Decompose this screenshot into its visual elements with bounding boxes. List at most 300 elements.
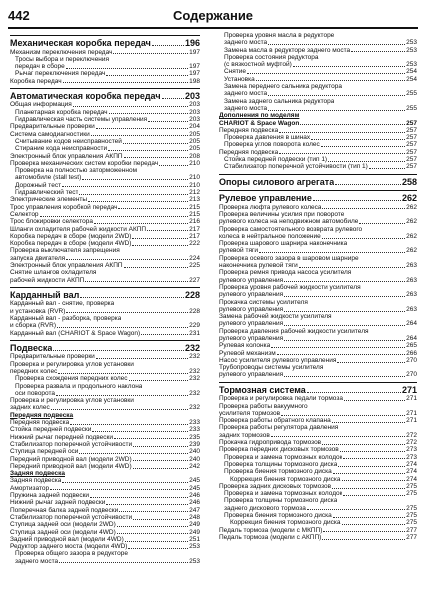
toc-page-number: 245 (189, 477, 200, 485)
dot-leader (271, 436, 405, 437)
dot-leader (129, 380, 189, 381)
toc-entry (10, 247, 200, 254)
toc-entry-title: Планетарная коробка передач (15, 108, 108, 116)
dot-leader (284, 296, 405, 297)
dot-leader (268, 44, 405, 45)
toc-entry (219, 468, 417, 475)
toc-page-number: 217 (189, 225, 200, 233)
toc-entry (10, 308, 200, 315)
toc-page-number: 232 (189, 367, 200, 375)
toc-page-number: 275 (406, 482, 417, 490)
toc-entry (10, 226, 200, 233)
dot-leader (117, 526, 188, 527)
dot-leader (106, 504, 188, 505)
toc-entry (219, 240, 417, 247)
toc-entry (10, 456, 200, 463)
toc-entry (10, 56, 200, 63)
dot-leader (300, 124, 405, 125)
toc-entry-title: Ступица передней оси (10, 448, 79, 456)
toc-entry-title: Проверка толщины тормозного диска (224, 497, 338, 505)
toc-entry-title: наконечника рулевой тяги (219, 262, 298, 270)
toc-entry-title: Проверка самостоятельного возврата рулевого (219, 225, 363, 233)
toc-page-number: 247 (189, 506, 200, 514)
toc-page-number: 231 (189, 329, 200, 337)
toc-entry (219, 247, 417, 254)
toc-page-number: 208 (189, 152, 200, 160)
toc-page-number: 258 (401, 176, 417, 187)
toc-entry (219, 350, 417, 357)
toc-entry-title: Тормозная система (219, 384, 306, 395)
toc-entry (219, 262, 417, 269)
dot-leader (268, 110, 405, 111)
dot-leader (40, 216, 189, 217)
toc-page-number: 246 (189, 492, 200, 500)
toc-entry (10, 174, 200, 181)
toc-section-heading (219, 177, 417, 188)
toc-entry-title: Коробка передач в сборе (модели 2WD) (10, 232, 132, 240)
toc-entry-title: Механическая коробка передач (10, 38, 151, 48)
dot-leader (88, 201, 188, 202)
toc-entry-title: Замена переднего сальника редуктора (224, 83, 342, 91)
toc-page-number: 215 (189, 203, 200, 211)
toc-entry (219, 446, 417, 453)
toc-entry-title: Проверка и регулировка углов установки (10, 397, 134, 405)
toc-entry-title: рабочей жидкости АКПП (10, 276, 85, 284)
toc-page-number: 222 (189, 240, 200, 248)
toc-entry-title: Карданный вал - снятие, проверка (10, 300, 115, 308)
toc-entry-title: заднего дискового тормоза (224, 504, 306, 512)
toc-page-number: 274 (406, 468, 417, 476)
toc-entry-title: Опоры силового агрегата (219, 176, 335, 187)
toc-entry-title: Проверка задних дисковых тормозов (219, 482, 332, 490)
toc-page-number: 262 (401, 193, 417, 204)
toc-entry (10, 514, 200, 521)
toc-page-number: 212 (189, 189, 200, 197)
dot-leader (114, 438, 188, 439)
toc-page-number: 262 (406, 232, 417, 240)
toc-entry (10, 390, 200, 397)
toc-page-number: 197 (189, 63, 200, 71)
toc-entry (10, 277, 200, 284)
toc-page-number: 203 (189, 108, 200, 116)
toc-entry-title: Электрические элементы (10, 196, 88, 204)
dot-leader (79, 194, 188, 195)
dot-leader (333, 473, 405, 474)
toc-entry (219, 149, 417, 156)
toc-entry (219, 320, 417, 327)
toc-entry (219, 32, 417, 39)
toc-entry (10, 101, 200, 108)
toc-section-heading (219, 193, 417, 204)
toc-page-number: 263 (406, 276, 417, 284)
toc-page-number: 232 (189, 375, 200, 383)
dot-leader (338, 466, 405, 467)
dot-leader (333, 517, 405, 518)
toc-entry (219, 424, 417, 431)
toc-entry (219, 54, 417, 61)
toc-entry-title: рулевой тяги (219, 247, 258, 255)
dot-leader (148, 121, 188, 122)
toc-page-number: 273 (406, 446, 417, 454)
toc-entry (10, 383, 200, 390)
toc-entry-title: Проверка и регулировка педали тормоза (219, 395, 343, 403)
dot-leader (53, 350, 184, 351)
toc-page-number: 215 (189, 210, 200, 218)
toc-entry-title: Проверка выключателя запрещения (10, 247, 120, 255)
toc-entry-title: Предварительные проверки (10, 353, 95, 361)
toc-entry-title: Электронный блок управления АКПП (10, 262, 123, 270)
toc-entry-title: Стабилизатор поперечной устойчивости (10, 440, 133, 448)
toc-entry (10, 233, 200, 240)
toc-section-heading (10, 38, 200, 49)
toc-entry (10, 189, 200, 196)
toc-entry-title: Карданный вал (CHARIOT & Space Wagon) (10, 329, 141, 337)
toc-section-heading (10, 343, 200, 354)
dot-leader (268, 95, 405, 96)
toc-entry-title: (с вязкостной муфтой) (224, 61, 292, 69)
toc-page-number: 228 (184, 289, 200, 300)
toc-page-number: 216 (189, 218, 200, 226)
toc-entry-title: Поперечная балка задней подвески (10, 506, 119, 514)
toc-page-number: 275 (406, 504, 417, 512)
dot-leader (340, 451, 405, 452)
toc-page-number: 264 (406, 320, 417, 328)
toc-entry-title: заднего моста (224, 39, 268, 47)
dot-leader (132, 245, 188, 246)
toc-page-number: 227 (189, 276, 200, 284)
toc-section (10, 35, 200, 49)
toc-entry (10, 419, 200, 426)
toc-entry (10, 315, 200, 322)
toc-entry (219, 299, 417, 306)
toc-entry-title: Считывание кодов неисправностей (15, 137, 122, 145)
toc-page-number: 271 (401, 384, 417, 395)
toc-page-number: 275 (406, 519, 417, 527)
toc-entry-title: рулевого управления (219, 291, 284, 299)
toc-entry (219, 277, 417, 284)
toc-entry-title: заднего моста (15, 557, 59, 565)
toc-entry-title: заднего моста (224, 90, 268, 98)
toc-entry-title: Тросы выбора и переключения (15, 55, 110, 63)
toc-entry-title: заднего моста (224, 104, 268, 112)
toc-entry-title: Проверка передних дисковых тормозов (219, 446, 339, 454)
toc-entry (219, 90, 417, 97)
toc-entry-title: Передняя подвеска (219, 148, 279, 156)
toc-entry-title: Проверка уровня масла в редукторе (224, 32, 335, 39)
header-rule (8, 27, 418, 29)
toc-page-number: 233 (189, 419, 200, 427)
dot-leader (322, 444, 405, 445)
toc-entry-title: задних тормозов (219, 431, 270, 439)
toc-entry-title: Проверка работы регулятора давления (219, 424, 339, 432)
dot-leader (342, 480, 406, 481)
toc-page-number: 254 (406, 68, 417, 76)
toc-page-number: 263 (406, 262, 417, 270)
toc-entry (10, 441, 200, 448)
toc-page-number: 217 (189, 232, 200, 240)
dot-leader (108, 150, 188, 151)
toc-entry (10, 375, 200, 382)
dot-leader (323, 531, 405, 532)
dot-leader (159, 165, 188, 166)
toc-page-number: 271 (406, 417, 417, 425)
toc-entry (219, 156, 417, 163)
toc-page-number: 235 (189, 433, 200, 441)
toc-entry-title: Проверка схождения передних колес (15, 375, 128, 383)
toc-entry (10, 160, 200, 167)
dot-leader (279, 153, 405, 154)
toc-page-number: 275 (406, 490, 417, 498)
toc-entry-title: усилителя тормозов (219, 409, 281, 417)
dot-leader (147, 230, 188, 231)
dot-leader (322, 208, 405, 209)
toc-entry (219, 328, 417, 335)
toc-page-number: 257 (406, 163, 417, 171)
toc-entry-title: Проверка и замена тормозных колодок (224, 490, 343, 498)
toc-entry-title: Система самодиагностики (10, 130, 90, 138)
toc-entry (219, 519, 417, 526)
toc-entry-title: и установка (RVR) (10, 307, 66, 315)
toc-page-number: 239 (189, 440, 200, 448)
dot-leader (284, 311, 405, 312)
toc-page-number: 254 (406, 75, 417, 83)
toc-entry (219, 76, 417, 83)
toc-page-number: 274 (406, 460, 417, 468)
toc-page-number: 213 (189, 196, 200, 204)
toc-entry-title: Стабилизатор поперечной устойчивости (тип 1) (224, 163, 368, 171)
toc-entry-title: Рулевая колонка (219, 342, 271, 350)
dot-leader (328, 161, 405, 162)
dot-leader (133, 468, 189, 469)
toc-entry-title: Установка (224, 75, 255, 83)
toc-page-number: 232 (189, 353, 200, 361)
toc-page-number: 203 (184, 90, 200, 101)
toc-entry-title: Проверка давления рабочей жидкости усилителя (219, 327, 369, 335)
dot-leader (106, 75, 188, 76)
toc-entry-title: Селектор (10, 210, 39, 218)
dot-leader (90, 497, 188, 498)
toc-entry-title: Пружина задней подвески (10, 492, 90, 500)
toc-entry (219, 233, 417, 240)
dot-leader (59, 562, 188, 563)
toc-subheading: Задняя подвеска (10, 470, 65, 478)
toc-entry (10, 116, 200, 123)
toc-entry-title: рулевого управления (219, 276, 284, 284)
toc-page-number: 272 (406, 439, 417, 447)
page-title: Содержание (172, 8, 254, 23)
dot-leader (344, 400, 405, 401)
dot-leader (284, 340, 405, 341)
toc-entry-title: Снятие шлангов охладителя (10, 269, 97, 277)
toc-entry (219, 105, 417, 112)
toc-entry-title: Шланги охладителя рабочей жидкости АКПП (10, 225, 147, 233)
toc-entry-title: автомобиле (stall test) (15, 174, 82, 182)
dot-leader (259, 252, 405, 253)
toc-page-number: 257 (406, 141, 417, 149)
toc-entry-title: рулевого управления (219, 334, 284, 342)
toc-entry (10, 499, 200, 506)
dot-leader (96, 128, 188, 129)
toc-entry-title: Замена рабочей жидкости усилителя (219, 313, 332, 321)
dot-leader (332, 488, 405, 489)
toc-page-number: 257 (406, 134, 417, 142)
toc-entry (10, 262, 200, 269)
dot-leader (96, 358, 188, 359)
toc-page-number: 233 (189, 426, 200, 434)
toc-entry-title: Амортизатор (10, 484, 50, 492)
toc-column-left (10, 32, 200, 595)
toc-page-number: 249 (189, 528, 200, 536)
toc-entry-title: Карданный вал (10, 289, 80, 300)
toc-page-number: 262 (406, 203, 417, 211)
toc-page-number: 263 (406, 291, 417, 299)
toc-page-number: 203 (189, 101, 200, 109)
toc-entry-title: рулевого управления (219, 320, 284, 328)
toc-section (219, 382, 417, 396)
toc-entry (10, 138, 200, 145)
toc-subheading: Дополнения по моделям (219, 112, 300, 120)
toc-entry (219, 461, 417, 468)
dot-leader (293, 66, 405, 67)
toc-entry-title: Проверка уровня рабочей жидкости усилителя (219, 283, 361, 291)
toc-page-number: 277 (406, 526, 417, 534)
toc-entry (219, 505, 417, 512)
toc-entry-title: оси поворота (15, 389, 56, 397)
toc-entry-title: Проверка работы обратного клапана (219, 417, 331, 425)
toc-entry-title: Рычаг переключения передач (15, 70, 106, 78)
toc-entry (10, 550, 200, 557)
toc-page-number: 273 (406, 453, 417, 461)
toc-entry-title: Карданный вал - разборка, проверка (10, 315, 122, 322)
toc-page-number: 203 (189, 116, 200, 124)
toc-entry (10, 78, 200, 85)
toc-entry (219, 47, 417, 54)
toc-page-number: 265 (406, 342, 417, 350)
toc-entry-title: Передний приводной вал (модели 4WD) (10, 462, 132, 470)
toc-entry-title: рулевого управления (219, 305, 284, 313)
toc-entry-title: задних колес (10, 404, 50, 412)
dot-leader (66, 259, 188, 260)
toc-entry-title: Проверка биения тормозного диска (224, 512, 332, 520)
toc-entry (219, 313, 417, 320)
toc-page-number: 232 (189, 404, 200, 412)
toc-page-number: 248 (189, 513, 200, 521)
dot-leader (141, 334, 188, 335)
toc-entry-title: Рулевое управление (219, 193, 312, 204)
dot-leader (94, 223, 188, 224)
toc-entry-title: передних колес (10, 367, 58, 375)
toc-page-number: 240 (189, 455, 200, 463)
dot-leader (271, 347, 405, 348)
toc-page-number: 275 (406, 512, 417, 520)
toc-entry (10, 70, 200, 77)
toc-page-number: 232 (184, 342, 200, 353)
toc-entry-title: Коробка передач (10, 77, 62, 85)
toc-entry (219, 395, 417, 402)
dot-leader (311, 139, 405, 140)
toc-entry-title: Трос блокировки селектора (10, 218, 93, 226)
toc-entry (219, 512, 417, 519)
dot-leader (351, 51, 405, 52)
toc-page-number: 253 (406, 46, 417, 54)
toc-entry (10, 322, 200, 329)
toc-page-number: 242 (189, 462, 200, 470)
dot-leader (277, 354, 405, 355)
toc-entry (10, 240, 200, 247)
toc-page-number: 197 (189, 48, 200, 56)
toc-page-number: 253 (189, 543, 200, 551)
dot-leader (313, 200, 401, 201)
toc-page-number: 198 (189, 77, 200, 85)
dot-leader (133, 460, 189, 461)
dot-leader (73, 106, 188, 107)
dot-leader (343, 495, 405, 496)
toc-entry-title: Автоматическая коробка передач (10, 90, 161, 101)
toc-page-number: 204 (189, 123, 200, 131)
toc-page-number: 251 (189, 535, 200, 543)
toc-entry (219, 120, 417, 127)
toc-entry (10, 330, 200, 337)
toc-entry-title: Ступица задней оси (модели 4WD) (10, 528, 116, 536)
toc-page-number: 246 (189, 499, 200, 507)
toc-entry-title: Проверка толщины тормозного диска (224, 460, 338, 468)
toc-entry (10, 63, 200, 70)
toc-entry (219, 534, 417, 541)
toc-entry-title: Коррекция биения тормозного диска (230, 519, 341, 527)
toc-page-number: 228 (189, 307, 200, 315)
toc-page-number: 270 (406, 371, 417, 379)
toc-entry (219, 410, 417, 417)
toc-page-number: 205 (189, 130, 200, 138)
toc-entry (219, 335, 417, 342)
toc-entry (219, 68, 417, 75)
dot-leader (79, 453, 188, 454)
toc-entry (219, 226, 417, 233)
toc-section (10, 88, 200, 102)
dot-leader (62, 186, 188, 187)
toc-entry-title: Проверка биения тормозного диска (224, 468, 332, 476)
page-header (0, 0, 426, 30)
toc-entry-title: Педаль тормоза (модели с МКПП) (219, 526, 323, 534)
toc-entry (10, 536, 200, 543)
toc-entry-title: Трубопроводы системы усилителя (219, 364, 324, 372)
toc-entry (10, 145, 200, 152)
toc-section-heading (10, 290, 200, 301)
dot-leader (247, 73, 405, 74)
dot-leader (342, 524, 406, 525)
toc-entry-title: Проверка общего зазора в редукторе (15, 550, 128, 558)
toc-entry-title: Проверка величины усилия при повороте (219, 210, 345, 218)
dot-leader (118, 208, 188, 209)
toc-page-number: 240 (189, 448, 200, 456)
toc-entry (10, 521, 200, 528)
dot-leader (132, 238, 188, 239)
toc-page-number: 262 (406, 218, 417, 226)
toc-entry-title: Нижний рычаг задней подвески (10, 499, 106, 507)
dot-leader (66, 68, 188, 69)
toc-entry (219, 284, 417, 291)
toc-entry (10, 182, 200, 189)
toc-entry-title: Проверка осевого зазора в шаровом шарнире (219, 254, 359, 262)
toc-page-number: 271 (406, 395, 417, 403)
toc-entry-title: Стирание кода неисправности (15, 145, 108, 153)
toc-page-number: 210 (189, 174, 200, 182)
toc-entry (10, 353, 200, 360)
toc-entry-title: Насос усилителя рулевого управления (219, 356, 337, 364)
toc-entry (219, 134, 417, 141)
toc-entry (10, 204, 200, 211)
dot-leader (117, 533, 188, 534)
